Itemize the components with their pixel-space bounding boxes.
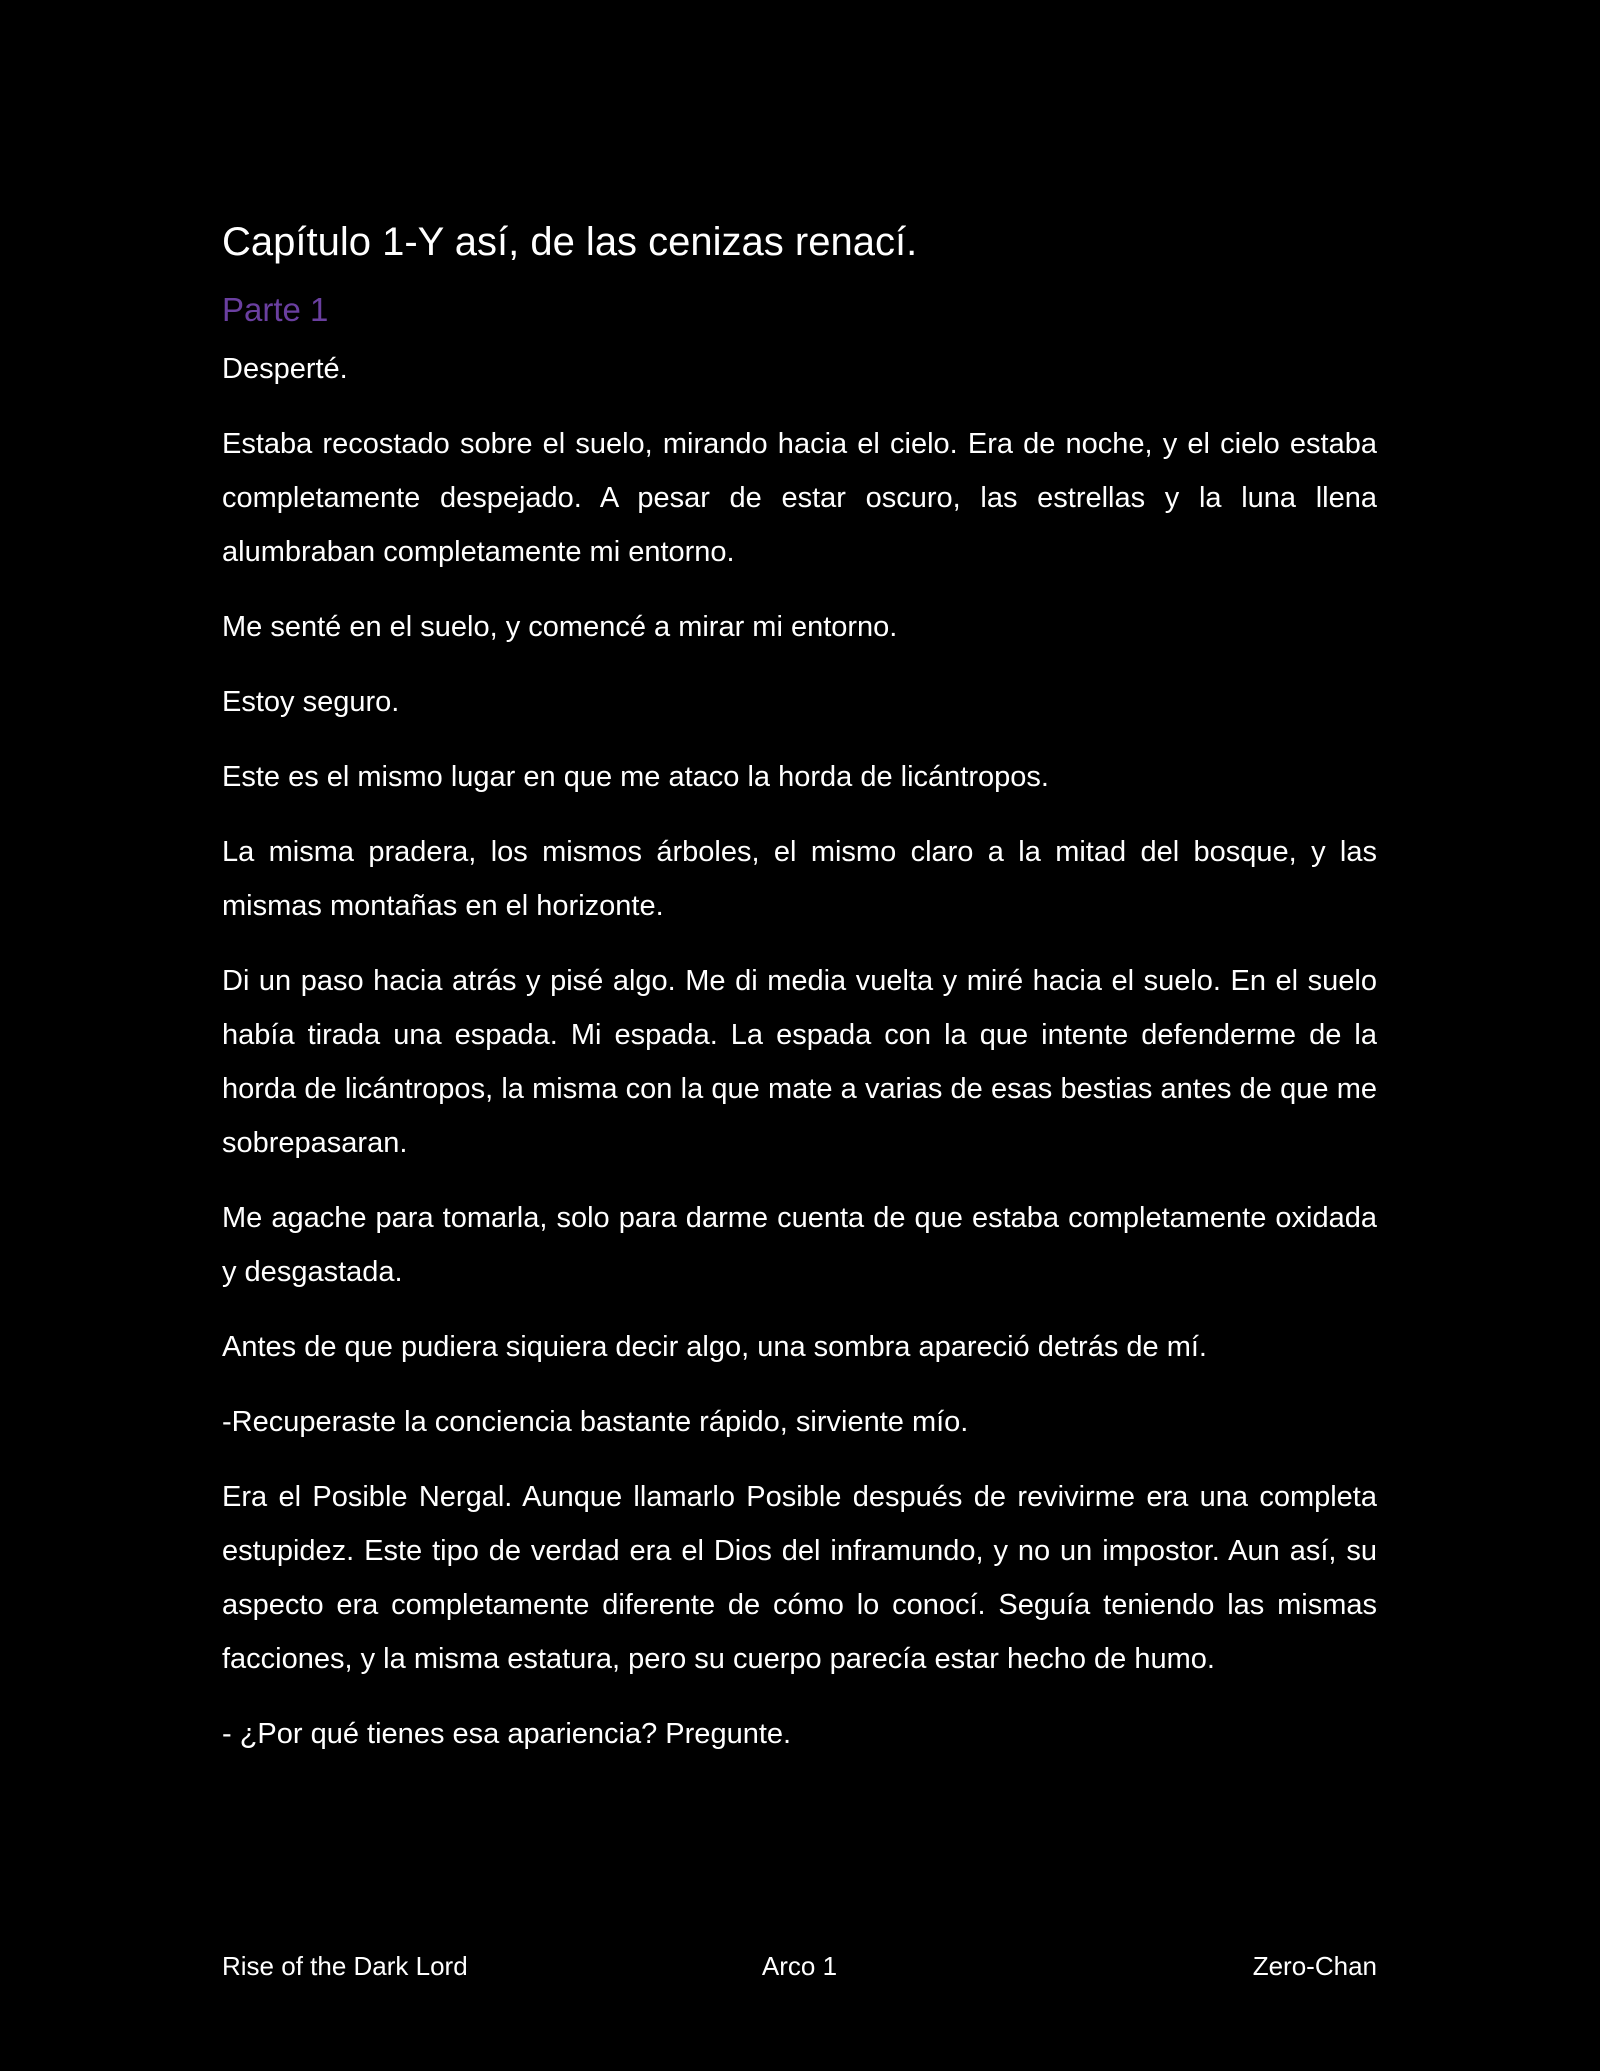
paragraph: Me agache para tomarla, solo para darme cuenta de que estaba completamente oxidada y desgastada.	[222, 1202, 1377, 1288]
part-title: Parte 1	[222, 291, 329, 328]
paragraph: Era el Posible Nergal. Aunque llamarlo Posible después de revivirme era una completa estupidez. Este tipo de verdad era el Dios del inframundo, y no un impostor. Aun así, su aspecto era completamente diferente de cómo lo conocí. Seguía teniendo las mismas facciones, y la misma estatura, pero su cuerpo parecía estar hecho de humo.	[222, 1481, 1377, 1675]
paragraph: Estoy seguro.	[222, 686, 400, 718]
paragraph: Me senté en el suelo, y comencé a mirar mi entorno.	[222, 611, 898, 643]
paragraph: - ¿Por qué tienes esa apariencia? Pregunte.	[222, 1718, 792, 1750]
chapter-title: Capítulo 1-Y así, de las cenizas renací.	[222, 220, 918, 264]
page-content	[222, 218, 1377, 1782]
footer-author: Zero-Chan	[1252, 1951, 1377, 1981]
paragraph: Antes de que pudiera siquiera decir algo, una sombra apareció detrás de mí.	[222, 1331, 1207, 1363]
paragraph: Di un paso hacia atrás y pisé algo. Me di media vuelta y miré hacia el suelo. En el suelo había tirada una espada. Mi espada. La espada con la que intente defenderme de la horda de licántropos, la misma con la que mate a varias de esas bestias antes de que me sobrepasaran.	[222, 965, 1377, 1159]
paragraph: Este es el mismo lugar en que me ataco la horda de licántropos.	[222, 761, 1049, 793]
page-footer	[222, 1948, 1377, 1984]
paragraph: La misma pradera, los mismos árboles, el mismo claro a la mitad del bosque, y las mismas montañas en el horizonte.	[222, 836, 1377, 922]
footer-arc: Arco 1	[761, 1951, 838, 1981]
paragraph: Desperté.	[222, 353, 348, 385]
footer-book-title: Rise of the Dark Lord	[222, 1951, 468, 1981]
paragraph: Estaba recostado sobre el suelo, mirando hacia el cielo. Era de noche, y el cielo estaba completamente despejado. A pesar de estar oscuro, las estrellas y la luna llena alumbraban completamente mi entorno.	[222, 428, 1377, 568]
paragraph: -Recuperaste la conciencia bastante rápido, sirviente mío.	[222, 1406, 969, 1438]
